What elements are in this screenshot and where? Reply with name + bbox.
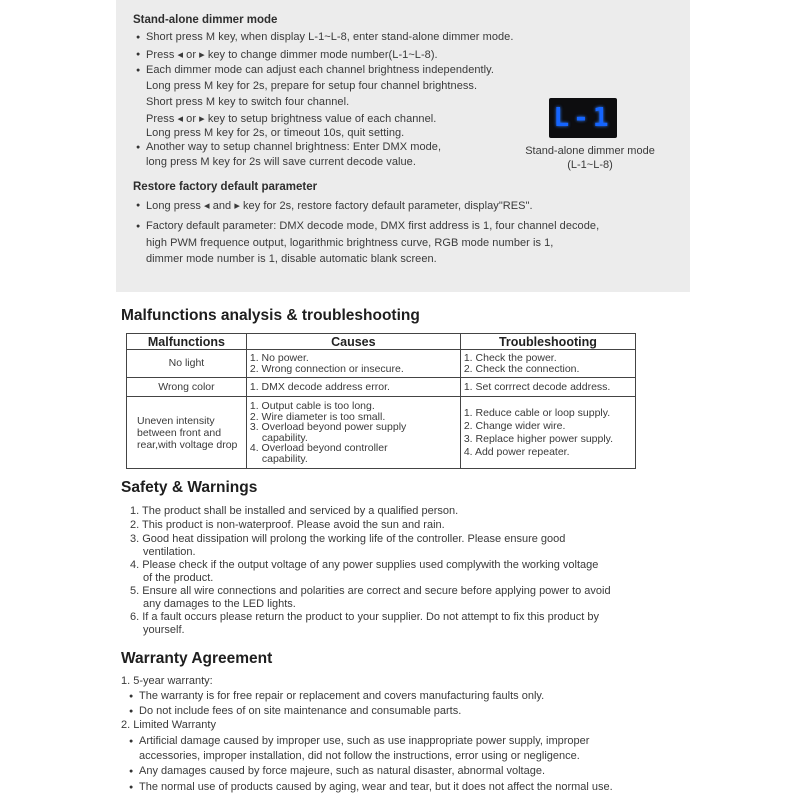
cause-item: 3. Overload beyond power supply xyxy=(249,421,407,433)
malfunction-cell: No light xyxy=(127,350,247,378)
cause-item: 4. Overload beyond controller xyxy=(249,442,388,454)
table-row xyxy=(127,378,636,397)
display-caption: Stand-alone dimmer mode xyxy=(525,145,655,157)
warranty-bullet: ● Any damages caused by force majeure, such as natural disaster, abnormal voltage. xyxy=(139,765,545,777)
cause-item: 1. Output cable is too long. xyxy=(249,400,375,412)
standalone-line-6: Press ◂ or ▸ key to setup brightness value of each channel. xyxy=(146,113,437,125)
led-display xyxy=(549,98,617,138)
fixes-cell xyxy=(460,397,635,469)
warranty-bullet: ● The warranty is for free repair or replacement and covers manufacturing faults only. xyxy=(139,690,544,702)
malfunction-cell: Uneven intensity between front and rear,with voltage drop xyxy=(127,397,247,469)
warranty-bullet-cont: accessories, improper installation, did not follow the instructions, error using or negligence. xyxy=(139,750,580,762)
safety-line-5b: any damages to the LED lights. xyxy=(143,598,296,610)
safety-line-3: 3. Good heat dissipation will prolong the working life of the controller. Please ensure good xyxy=(130,533,566,545)
standalone-line-1: ● Short press M key, when display L-1~L-8, enter stand-alone dimmer mode. xyxy=(146,31,513,43)
header-malfunctions: Malfunctions xyxy=(127,334,247,350)
restore-line-2: ● Factory default parameter: DMX decode mode, DMX first address is 1, four channel decode, xyxy=(146,220,599,232)
safety-line-5: 5. Ensure all wire connections and polarities are correct and secure before applying power to avoid xyxy=(130,585,611,597)
safety-line-2: 2. This product is non-waterproof. Please avoid the sun and rain. xyxy=(130,519,445,531)
cause-item: 2. Wrong connection or insecure. xyxy=(249,362,404,375)
fix-item: 1. Check the power. xyxy=(463,351,557,364)
cause-item: 1. DMX decode address error. xyxy=(249,380,390,393)
table-row xyxy=(127,397,636,469)
troubleshooting-table xyxy=(126,333,636,469)
causes-cell xyxy=(246,378,460,397)
restore-line-3: high PWM frequence output, logarithmic brightness curve, RGB mode number is 1, xyxy=(146,237,554,249)
standalone-line-8: ● Another way to setup channel brightness: Enter DMX mode, xyxy=(146,141,441,153)
table-row xyxy=(127,350,636,378)
safety-title: Safety & Warnings xyxy=(121,479,258,496)
safety-line-4: 4. Please check if the output voltage of any power supplies used complywith the working voltage xyxy=(130,559,599,571)
fix-item: 1. Reduce cable or loop supply. xyxy=(463,406,611,419)
fix-item: 2. Check the connection. xyxy=(463,362,580,375)
fix-item: 4. Add power repeater. xyxy=(463,445,570,458)
fix-item: 2. Change wider wire. xyxy=(463,419,566,432)
standalone-line-2: ● Press ◂ or ▸ key to change dimmer mode number(L-1~L-8). xyxy=(146,48,438,61)
causes-cell xyxy=(246,350,460,378)
led-display-text: L-1 xyxy=(553,103,613,133)
malfunctions-title: Malfunctions analysis & troubleshooting xyxy=(121,307,420,324)
warranty-bullet: ● The normal use of products caused by aging, wear and tear, but it does not affect the normal use. xyxy=(139,781,613,793)
safety-line-6: 6. If a fault occurs please return the product to your supplier. Do not attempt to fix this product by xyxy=(130,611,599,623)
safety-line-3b: ventilation. xyxy=(143,546,196,558)
restore-title: Restore factory default parameter xyxy=(133,181,318,193)
fix-item: 3. Replace higher power supply. xyxy=(463,432,614,445)
cause-item: 1. No power. xyxy=(249,351,309,364)
safety-line-4b: of the product. xyxy=(143,572,214,584)
cause-item: capability. xyxy=(261,452,308,465)
restore-line-4: dimmer mode number is 1, disable automatic blank screen. xyxy=(146,253,437,265)
warranty-item-1: 1. 5-year warranty: xyxy=(121,675,213,687)
fix-item: 1. Set corrrect decode address. xyxy=(463,380,611,393)
settings-panel-edge xyxy=(686,0,690,292)
cause-item: 2. Wire diameter is too small. xyxy=(249,410,386,423)
warranty-title: Warranty Agreement xyxy=(121,650,273,667)
standalone-line-7: Long press M key for 2s, or timeout 10s, quit setting. xyxy=(146,127,405,139)
standalone-title: Stand-alone dimmer mode xyxy=(133,14,278,26)
safety-line-6b: yourself. xyxy=(143,624,185,636)
causes-cell xyxy=(246,397,460,469)
warranty-item-2: 2. Limited Warranty xyxy=(121,719,216,731)
standalone-line-4: Long press M key for 2s, prepare for setup four channel brightness. xyxy=(146,80,478,92)
standalone-line-5: Short press M key to switch four channel. xyxy=(146,96,350,108)
fixes-cell xyxy=(460,350,635,378)
standalone-line-9: long press M key for 2s will save current decode value. xyxy=(146,156,416,168)
table-header-row xyxy=(127,334,636,350)
header-troubleshooting: Troubleshooting xyxy=(460,334,635,350)
standalone-line-3: ● Each dimmer mode can adjust each channel brightness independently. xyxy=(146,64,494,76)
malfunction-cell: Wrong color xyxy=(127,378,247,397)
safety-line-1: 1. The product shall be installed and serviced by a qualified person. xyxy=(130,505,459,517)
fixes-cell xyxy=(460,378,635,397)
restore-line-1: ● Long press ◂ and ▸ key for 2s, restore factory default parameter, display"RES". xyxy=(146,199,533,212)
warranty-bullet: ● Do not include fees of on site maintenance and consumable parts. xyxy=(139,705,461,717)
cause-item: capability. xyxy=(261,431,308,444)
warranty-bullet: ● Artificial damage caused by improper use, such as use inappropriate power supply, improper xyxy=(139,735,589,747)
display-caption-range: (L-1~L-8) xyxy=(567,159,613,171)
header-causes: Causes xyxy=(246,334,460,350)
